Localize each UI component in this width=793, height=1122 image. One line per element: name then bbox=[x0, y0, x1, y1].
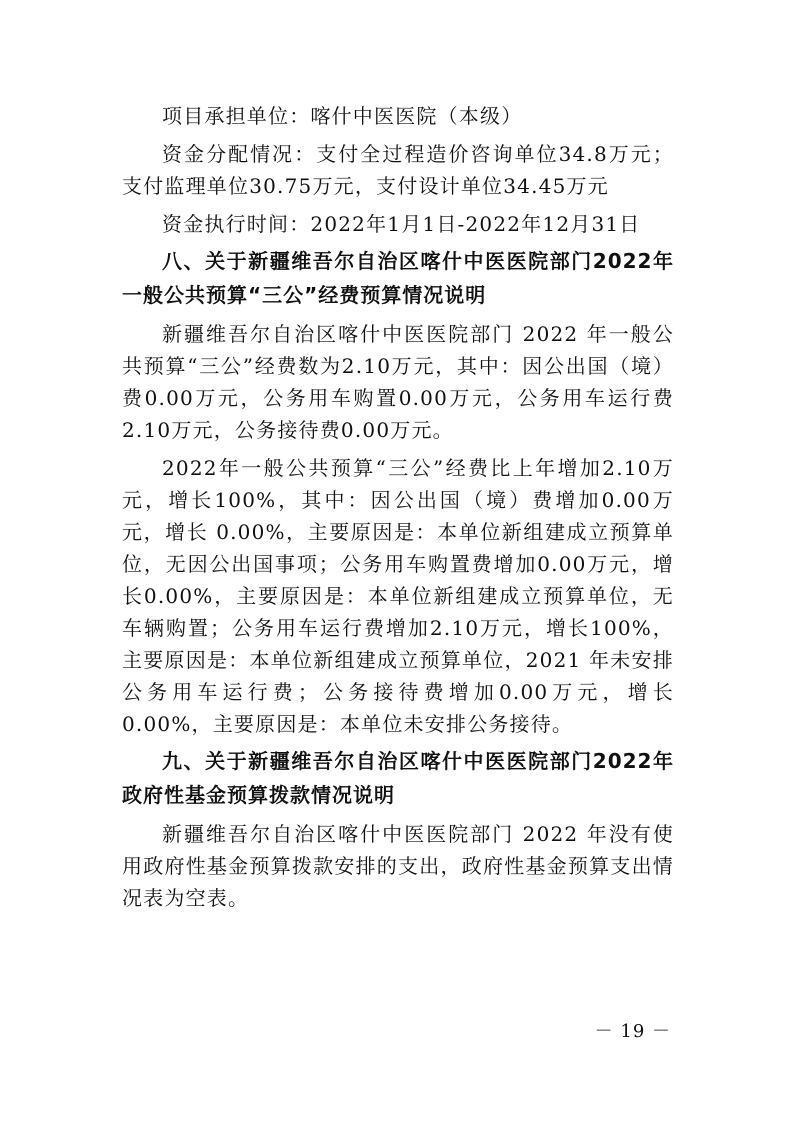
document-body bbox=[122, 100, 674, 914]
fund-execution-time-paragraph: 资金执行时间：2022年1月1日-2022年12月31日 bbox=[162, 212, 641, 236]
fund-allocation-paragraph: 资金分配情况：支付全过程造价咨询单位34.8万元；支付监理单位30.75万元，支付设计单位34.45万元 bbox=[122, 142, 674, 198]
government-fund-paragraph: 新疆维吾尔自治区喀什中医医院部门 2022 年没有使用政府性基金预算拨款安排的支出，政府性基金预算支出情况表为空表。 bbox=[122, 822, 674, 910]
three-public-change-paragraph: 2022年一般公共预算“三公”经费比上年增加2.10万元，增长100%，其中：因公出国（境）费增加0.00万元，增长 0.00%，主要原因是：本单位新组建成立预算单位，无因公出国事项；公务用车购置费增加0.00万元，增长0.00%，主要原因是：本单位新组建成立预算单位，无车辆购置；公务用车运行费增加2.10万元，增长100%，主要原因是：本单位新组建成立预算单位，2021 年未安排公务用车运行费；公务接待费增加0.00万元，增长0.00%，主要原因是：本单位未安排公务接待。 bbox=[122, 456, 674, 736]
page-number: － 19 － bbox=[594, 1021, 671, 1042]
section-heading-9: 九、关于新疆维吾尔自治区喀什中医医院部门2022年政府性基金预算拨款情况说明 bbox=[122, 749, 674, 807]
three-public-budget-paragraph: 新疆维吾尔自治区喀什中医医院部门 2022 年一般公共预算“三公”经费数为2.10万元，其中：因公出国（境）费0.00万元，公务用车购置0.00万元，公务用车运行费2.10万元，公务接待费0.00万元。 bbox=[122, 322, 674, 442]
project-unit-paragraph: 项目承担单位：喀什中医医院（本级） bbox=[162, 104, 523, 128]
section-heading-8: 八、关于新疆维吾尔自治区喀什中医医院部门2022年一般公共预算“三公”经费预算情况说明 bbox=[122, 249, 674, 307]
